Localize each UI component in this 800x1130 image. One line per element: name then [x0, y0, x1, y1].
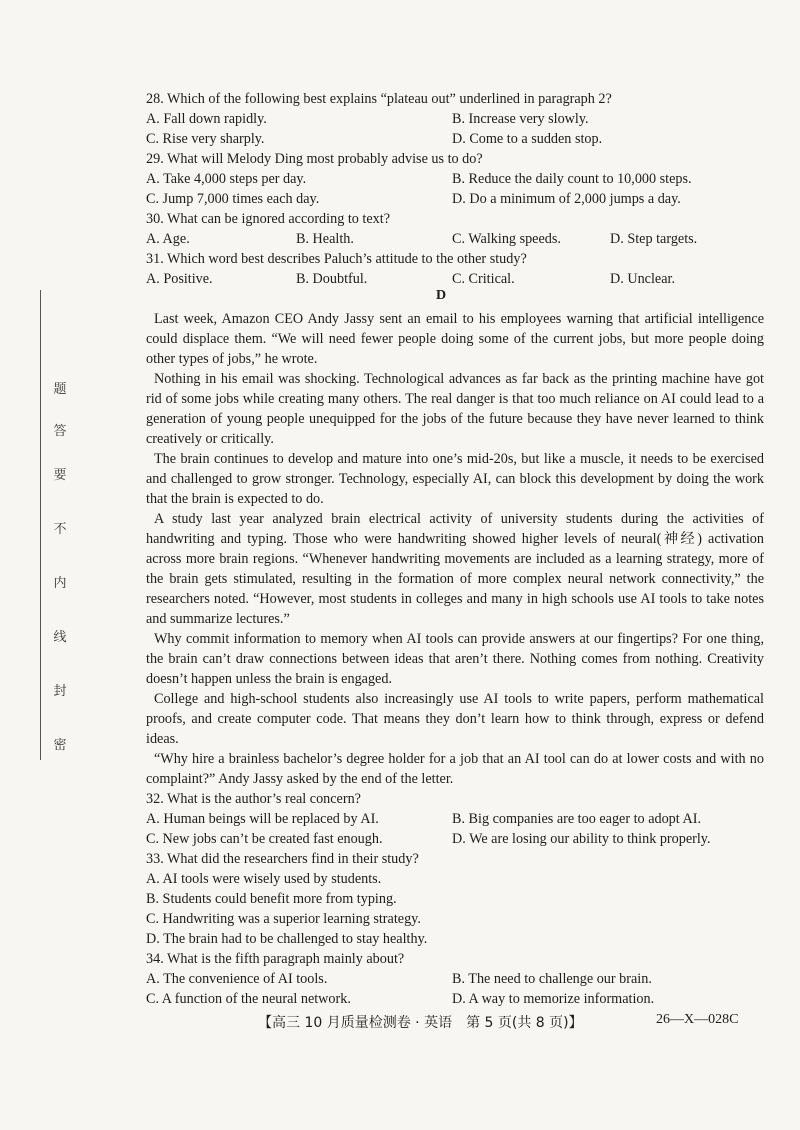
q31-option-d: D. Unclear. [610, 271, 675, 287]
binding-char: 题 [53, 382, 67, 397]
q34-option-a: A. The convenience of AI tools. [146, 971, 328, 987]
reading-passage [146, 309, 764, 789]
q29-option-d: D. Do a minimum of 2,000 jumps a day. [452, 191, 681, 207]
q34-option-c: C. A function of the neural network. [146, 991, 351, 1007]
binding-char: 要 [53, 468, 67, 483]
q28-option-c: C. Rise very sharply. [146, 131, 265, 147]
section-title: D [436, 288, 447, 303]
q31-option-b: B. Doubtful. [296, 271, 368, 287]
q30-option-c: C. Walking speeds. [452, 231, 561, 247]
q34-option-d: D. A way to memorize information. [452, 991, 655, 1007]
binding-char: 密 [53, 738, 67, 753]
q33-option-a: A. AI tools were wisely used by students. [146, 871, 382, 887]
question-31: 31. Which word best describes Paluch’s attitude to the other study? [146, 251, 527, 267]
footer-label: 【高三 10 月质量检测卷 · 英语 第 5 页(共 8 页)】 [258, 1015, 583, 1031]
passage-paragraph: Nothing in his email was shocking. Technological advances as far back as the printing machine have got rid of some jobs while creating many others. The real danger is that too much reliance on AI could lead to a generation of young people unequipped for the jobs of the future because they have never learned to think creatively or critically. [146, 371, 764, 447]
binding-char: 封 [53, 684, 67, 699]
q30-option-d: D. Step targets. [610, 231, 698, 247]
q33-option-d: D. The brain had to be challenged to stay healthy. [146, 931, 428, 947]
q29-option-c: C. Jump 7,000 times each day. [146, 191, 320, 207]
q30-option-a: A. Age. [146, 231, 190, 247]
q32-option-c: C. New jobs can’t be created fast enough. [146, 831, 383, 847]
passage-paragraph: College and high-school students also increasingly use AI tools to write papers, perform mathematical proofs, and create computer code. That means they don’t learn how to think through, express or defend ideas. [146, 691, 764, 747]
q29-option-a: A. Take 4,000 steps per day. [146, 171, 307, 187]
passage-paragraph: A study last year analyzed brain electrical activity of university students during the activities of handwriting and typing. Those who were handwriting showed higher levels of neural(神经) activation across more brain regions. “Whenever handwriting movements are included as a learning strategy, more of the brain gets stimulated, resulting in the formation of more complex neural network connectivity,” the researchers noted. “However, most students in colleges and many in high schools use AI tools to take notes and summarize lectures.” [146, 511, 764, 627]
q31-option-a: A. Positive. [146, 271, 213, 287]
q30-option-b: B. Health. [296, 231, 354, 247]
question-28: 28. Which of the following best explains “plateau out” underlined in paragraph 2? [146, 91, 612, 107]
q33-option-b: B. Students could benefit more from typing. [146, 891, 397, 907]
q32-option-a: A. Human beings will be replaced by AI. [146, 811, 379, 827]
binding-char: 内 [53, 576, 67, 591]
passage-paragraph: Last week, Amazon CEO Andy Jassy sent an email to his employees warning that artificial intelligence could displace them. “We will need fewer people doing some of the current jobs, but more people doing other types of jobs,” he wrote. [146, 311, 764, 367]
question-32: 32. What is the author’s real concern? [146, 791, 361, 807]
question-33: 33. What did the researchers find in their study? [146, 851, 419, 867]
page-footer [258, 1012, 739, 1032]
footer-code: 26—X—028C [656, 1012, 739, 1027]
binding-char: 答 [53, 424, 67, 439]
binding-char: 不 [53, 522, 67, 537]
q29-option-b: B. Reduce the daily count to 10,000 steps. [452, 171, 692, 187]
q28-option-a: A. Fall down rapidly. [146, 111, 267, 127]
q28-option-d: D. Come to a sudden stop. [452, 131, 603, 147]
question-29: 29. What will Melody Ding most probably advise us to do? [146, 151, 483, 167]
binding-char: 线 [53, 630, 67, 645]
question-30: 30. What can be ignored according to text? [146, 211, 390, 227]
q33-option-c: C. Handwriting was a superior learning strategy. [146, 911, 421, 927]
q34-option-b: B. The need to challenge our brain. [452, 971, 652, 987]
passage-paragraph: “Why hire a brainless bachelor’s degree holder for a job that an AI tool can do at lower costs and with no complaint?” Andy Jassy asked by the end of the letter. [146, 751, 764, 787]
passage-paragraph: The brain continues to develop and mature into one’s mid-20s, but like a muscle, it needs to be exercised and challenged to grow stronger. Technology, especially AI, can block this development by doing the work that the brain is expected to do. [146, 451, 764, 507]
question-34: 34. What is the fifth paragraph mainly about? [146, 951, 405, 967]
passage-paragraph: Why commit information to memory when AI tools can provide answers at our fingertips? For one thing, the brain can’t draw connections between ideas that aren’t there. Nothing comes from nothing. Creativity doesn’t happen unless the brain is engaged. [146, 631, 764, 687]
binding-line [40, 290, 41, 760]
q28-option-b: B. Increase very slowly. [452, 111, 589, 127]
q32-option-d: D. We are losing our ability to think properly. [452, 831, 711, 847]
q31-option-c: C. Critical. [452, 271, 515, 287]
q32-option-b: B. Big companies are too eager to adopt AI. [452, 811, 702, 827]
